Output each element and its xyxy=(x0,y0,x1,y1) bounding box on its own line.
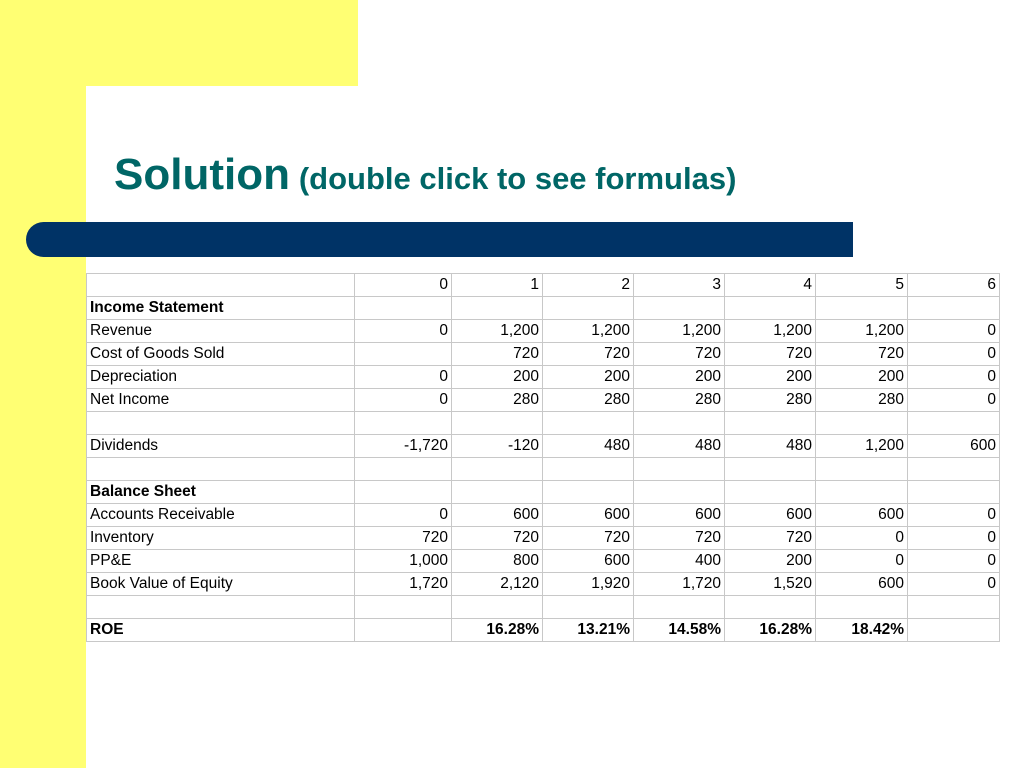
value-cell xyxy=(355,343,452,366)
row-label-cell: Inventory xyxy=(87,527,355,550)
value-cell: 1,720 xyxy=(355,573,452,596)
value-cell xyxy=(543,458,634,481)
value-cell: 13.21% xyxy=(543,619,634,642)
title-underline-bar xyxy=(26,222,853,257)
value-cell xyxy=(725,412,816,435)
table-row xyxy=(87,297,1000,320)
period-header-cell: 0 xyxy=(355,274,452,297)
value-cell: 200 xyxy=(543,366,634,389)
row-label-cell: Accounts Receivable xyxy=(87,504,355,527)
value-cell xyxy=(355,458,452,481)
value-cell: 1,200 xyxy=(816,320,908,343)
value-cell xyxy=(355,619,452,642)
table-row xyxy=(87,412,1000,435)
slide-title-subtitle: (double click to see formulas) xyxy=(298,161,737,196)
value-cell: 720 xyxy=(543,527,634,550)
value-cell: 200 xyxy=(452,366,543,389)
table-row xyxy=(87,343,1000,366)
value-cell: 18.42% xyxy=(816,619,908,642)
value-cell: 280 xyxy=(725,389,816,412)
value-cell: 0 xyxy=(908,343,1000,366)
value-cell xyxy=(816,481,908,504)
table-row xyxy=(87,527,1000,550)
value-cell xyxy=(355,481,452,504)
value-cell xyxy=(725,481,816,504)
period-header-cell: 2 xyxy=(543,274,634,297)
value-cell xyxy=(908,412,1000,435)
value-cell xyxy=(816,297,908,320)
row-label-cell xyxy=(87,596,355,619)
value-cell xyxy=(816,596,908,619)
value-cell: 720 xyxy=(634,343,725,366)
value-cell: 0 xyxy=(908,366,1000,389)
value-cell: 720 xyxy=(355,527,452,550)
value-cell: 1,720 xyxy=(634,573,725,596)
value-cell: 200 xyxy=(816,366,908,389)
slide-title xyxy=(114,150,736,200)
table-row xyxy=(87,458,1000,481)
value-cell: 0 xyxy=(355,320,452,343)
value-cell: 0 xyxy=(355,504,452,527)
row-label-cell: Balance Sheet xyxy=(87,481,355,504)
value-cell: 1,200 xyxy=(816,435,908,458)
value-cell: 600 xyxy=(725,504,816,527)
value-cell: 0 xyxy=(355,366,452,389)
value-cell: 16.28% xyxy=(725,619,816,642)
value-cell: 1,200 xyxy=(634,320,725,343)
value-cell xyxy=(452,412,543,435)
value-cell xyxy=(452,458,543,481)
value-cell: 720 xyxy=(452,343,543,366)
value-cell: -1,720 xyxy=(355,435,452,458)
value-cell: 280 xyxy=(543,389,634,412)
value-cell xyxy=(725,596,816,619)
value-cell: 480 xyxy=(543,435,634,458)
value-cell xyxy=(908,297,1000,320)
period-header-cell: 6 xyxy=(908,274,1000,297)
period-header-cell: 3 xyxy=(634,274,725,297)
value-cell: 720 xyxy=(543,343,634,366)
table-row xyxy=(87,481,1000,504)
value-cell: 480 xyxy=(725,435,816,458)
row-label-cell xyxy=(87,458,355,481)
value-cell: 1,200 xyxy=(543,320,634,343)
value-cell xyxy=(355,297,452,320)
value-cell: 720 xyxy=(452,527,543,550)
row-label-cell: Cost of Goods Sold xyxy=(87,343,355,366)
value-cell: 16.28% xyxy=(452,619,543,642)
value-cell: 0 xyxy=(816,550,908,573)
row-label-cell: Net Income xyxy=(87,389,355,412)
value-cell xyxy=(543,297,634,320)
value-cell xyxy=(634,458,725,481)
table-row xyxy=(87,320,1000,343)
table-row xyxy=(87,389,1000,412)
value-cell xyxy=(355,412,452,435)
value-cell xyxy=(908,481,1000,504)
value-cell xyxy=(634,481,725,504)
yellow-background-left xyxy=(0,0,86,768)
slide-title-main: Solution xyxy=(114,150,290,199)
value-cell: 600 xyxy=(543,550,634,573)
value-cell: 14.58% xyxy=(634,619,725,642)
row-label-cell: Book Value of Equity xyxy=(87,573,355,596)
row-label-cell: Depreciation xyxy=(87,366,355,389)
value-cell: 0 xyxy=(816,527,908,550)
value-cell: 0 xyxy=(908,573,1000,596)
value-cell: 0 xyxy=(908,389,1000,412)
value-cell: 0 xyxy=(908,504,1000,527)
row-label-cell xyxy=(87,412,355,435)
table-row xyxy=(87,573,1000,596)
value-cell xyxy=(634,297,725,320)
value-cell: 1,000 xyxy=(355,550,452,573)
value-cell: 600 xyxy=(452,504,543,527)
value-cell: 600 xyxy=(543,504,634,527)
value-cell: 200 xyxy=(725,550,816,573)
header-corner-cell xyxy=(87,274,355,297)
table-row xyxy=(87,619,1000,642)
value-cell xyxy=(816,412,908,435)
value-cell: 0 xyxy=(908,527,1000,550)
value-cell: -120 xyxy=(452,435,543,458)
value-cell: 720 xyxy=(816,343,908,366)
value-cell: 1,200 xyxy=(725,320,816,343)
value-cell: 600 xyxy=(634,504,725,527)
value-cell xyxy=(908,619,1000,642)
value-cell: 480 xyxy=(634,435,725,458)
value-cell: 200 xyxy=(634,366,725,389)
value-cell xyxy=(355,596,452,619)
row-label-cell: Dividends xyxy=(87,435,355,458)
table-row xyxy=(87,366,1000,389)
period-header-cell: 1 xyxy=(452,274,543,297)
value-cell: 200 xyxy=(725,366,816,389)
value-cell xyxy=(452,481,543,504)
row-label-cell: PP&E xyxy=(87,550,355,573)
value-cell: 720 xyxy=(725,527,816,550)
value-cell: 1,200 xyxy=(452,320,543,343)
value-cell: 0 xyxy=(908,550,1000,573)
table-row xyxy=(87,550,1000,573)
value-cell: 280 xyxy=(816,389,908,412)
value-cell: 600 xyxy=(816,573,908,596)
embedded-spreadsheet[interactable] xyxy=(86,273,1000,642)
value-cell xyxy=(452,297,543,320)
value-cell xyxy=(908,458,1000,481)
value-cell xyxy=(725,297,816,320)
value-cell xyxy=(725,458,816,481)
value-cell: 720 xyxy=(634,527,725,550)
value-cell xyxy=(816,458,908,481)
value-cell: 400 xyxy=(634,550,725,573)
value-cell xyxy=(543,412,634,435)
value-cell: 1,920 xyxy=(543,573,634,596)
value-cell xyxy=(908,596,1000,619)
value-cell: 2,120 xyxy=(452,573,543,596)
value-cell: 720 xyxy=(725,343,816,366)
value-cell: 280 xyxy=(634,389,725,412)
value-cell xyxy=(452,596,543,619)
table-row xyxy=(87,435,1000,458)
value-cell: 1,520 xyxy=(725,573,816,596)
row-label-cell: Income Statement xyxy=(87,297,355,320)
period-header-cell: 5 xyxy=(816,274,908,297)
value-cell xyxy=(543,596,634,619)
period-header-cell: 4 xyxy=(725,274,816,297)
value-cell: 600 xyxy=(908,435,1000,458)
value-cell: 0 xyxy=(355,389,452,412)
yellow-background-top xyxy=(0,0,358,86)
table-header-row xyxy=(87,274,1000,297)
row-label-cell: ROE xyxy=(87,619,355,642)
table-row xyxy=(87,504,1000,527)
value-cell: 0 xyxy=(908,320,1000,343)
value-cell xyxy=(543,481,634,504)
row-label-cell: Revenue xyxy=(87,320,355,343)
value-cell: 600 xyxy=(816,504,908,527)
value-cell xyxy=(634,596,725,619)
value-cell: 800 xyxy=(452,550,543,573)
table-row xyxy=(87,596,1000,619)
value-cell xyxy=(634,412,725,435)
value-cell: 280 xyxy=(452,389,543,412)
